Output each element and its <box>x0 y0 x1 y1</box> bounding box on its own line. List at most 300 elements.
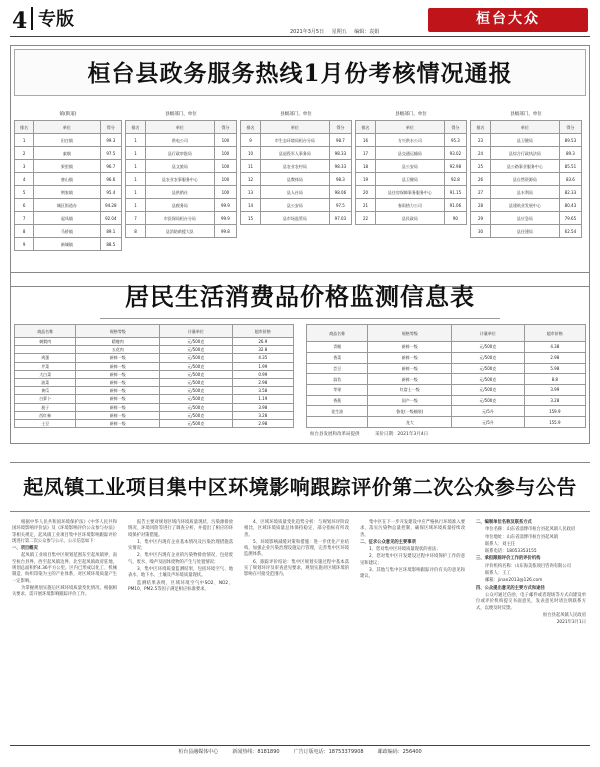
table-cell: 97.03 <box>329 212 351 225</box>
table-caption: 县级部门、单位 <box>395 112 427 117</box>
footer-item: 广告订版电话：18753379908 <box>293 749 364 755</box>
table-cell: 苹果 <box>307 385 368 396</box>
article-notice-title: 起凤镇工业项目集中区环境影响跟踪评价第二次公众参与公告 <box>23 475 577 499</box>
article-hotline-title: 桓台县政务服务热线1月份考核情况通报 <box>87 60 513 87</box>
table-cell: 县农业农事服务中心 <box>145 173 214 186</box>
table-cell: 2.98 <box>232 378 293 386</box>
table-cell: 3 <box>15 160 34 173</box>
table-row <box>15 199 122 212</box>
table-cell: 88.5 <box>100 238 121 251</box>
price-table <box>306 324 586 428</box>
notice-subheading: 二、征求公众意见的主要事项 <box>360 539 416 545</box>
table-cell: 元/500克 <box>160 395 233 403</box>
table-cell: 25 <box>471 160 491 173</box>
notice-column-1 <box>12 520 117 600</box>
table-header-cell: 规格等级 <box>368 325 452 342</box>
notice-subheading: 二、编制单位名称及联系方式 <box>476 520 532 525</box>
table-cell: 1.19 <box>232 395 293 403</box>
table-cell: 2 <box>15 147 34 160</box>
table-cell: 92.04 <box>100 212 121 225</box>
table-cell: 5 <box>15 186 34 199</box>
table-cell: 马桥镇 <box>34 225 100 238</box>
table-cell: 西红柿 <box>15 411 76 419</box>
table-cell: 芹菜 <box>15 362 76 370</box>
table-cell: 油菜 <box>15 378 76 386</box>
table-cell: 18 <box>356 160 376 173</box>
notice-paragraph: 2、集中区内现有企业的污染物排放情况，包括废气、废水、噪声及固体废物的产生与处置情况； <box>128 553 233 565</box>
table-cell: 8.8 <box>524 374 585 385</box>
table-cell: 1.99 <box>232 362 293 370</box>
table-cell: 元/500克 <box>452 395 525 406</box>
table-cell: 82.33 <box>559 186 581 199</box>
table-cell: 蒜苔 <box>307 374 368 385</box>
table-cell: 元/500克 <box>160 370 233 378</box>
table-cell: 新鲜一级 <box>76 411 160 419</box>
table-row <box>241 186 352 199</box>
table-row <box>307 395 586 406</box>
table-cell: 5.98 <box>524 363 585 374</box>
table-cell: 93.02 <box>444 147 466 160</box>
table-caption: 县级部门、单位 <box>280 112 312 117</box>
table-cell: 91.06 <box>444 199 466 212</box>
price-tables <box>14 324 586 428</box>
table-cell: 3.58 <box>232 387 293 395</box>
table-cell: 新鲜一级 <box>368 363 452 374</box>
table-cell: 芸豆 <box>307 363 368 374</box>
footer-item: 邮政编码：256400 <box>377 749 422 755</box>
table-row <box>15 378 294 386</box>
table-cell: 1 <box>126 134 146 147</box>
page-number-divider <box>31 7 33 30</box>
table-header-cell: 得分 <box>329 121 351 134</box>
table-cell: 国产一级 <box>368 395 452 406</box>
header-rule <box>10 36 590 37</box>
table-row <box>15 346 294 354</box>
table-cell: 100 <box>214 173 236 186</box>
table-cell: 县住建局 <box>490 225 559 238</box>
table-row <box>15 160 122 173</box>
editor: 编辑：袁娟 <box>354 29 380 35</box>
table-cell: 市医保局桓台分局 <box>145 212 214 225</box>
table-row <box>356 147 467 160</box>
table-cell: 县自然资源局 <box>490 173 559 186</box>
table-cell: 17 <box>356 147 376 160</box>
table-row <box>356 173 467 186</box>
table-cell: 田庄镇 <box>34 134 100 147</box>
notice-paragraph: 根据中华人民共和国环境保护法》《中华人民共和国环境影响评价法》及《环境影响评价公众参与办法》等相关规定，起凤镇工业项目集中区环境影响跟踪评价现进行第二次公众参与公示，公示信息如下： <box>12 520 117 544</box>
price-source <box>310 432 442 438</box>
table-row <box>356 186 467 199</box>
table-cell: 89.53 <box>559 134 581 147</box>
notice-subheading: 三、承担跟踪评价工作的评价机构 <box>476 556 541 562</box>
table-cell: 县卫健局 <box>490 134 559 147</box>
table-row <box>356 199 467 212</box>
table-cell: 索镇 <box>34 147 100 160</box>
notice-paragraph: 联系人：王工 <box>485 571 511 577</box>
table-cell: 3.28 <box>524 395 585 406</box>
table-cell: 新城镇 <box>34 238 100 251</box>
table-cell: 21 <box>356 199 376 212</box>
table-cell: 89.3 <box>559 147 581 160</box>
table-header-cell: 超市价格 <box>232 325 293 338</box>
table-cell: 县应急局 <box>490 212 559 225</box>
table-row <box>241 147 352 160</box>
footer-item: 桓台县融媒体中心 <box>178 749 219 755</box>
hotline-table <box>125 120 237 238</box>
table-cell: 15 <box>241 212 261 225</box>
table-row <box>307 363 586 374</box>
table-caption: 镇(街道) <box>59 112 77 117</box>
table-cell: 99.9 <box>214 212 236 225</box>
table-cell: 新鲜一级 <box>76 378 160 386</box>
table-cell: 62.54 <box>559 225 581 238</box>
table-cell: 新鲜一级 <box>76 419 160 427</box>
hotline-table <box>240 120 352 225</box>
table-cell: 100 <box>214 186 236 199</box>
table-cell: 29 <box>471 212 491 225</box>
table-cell: 元/5升 <box>452 417 525 428</box>
table-cell: 83.6 <box>559 173 581 186</box>
table-cell: 94.28 <box>100 199 121 212</box>
table-cell: 1 <box>15 134 34 147</box>
table-row <box>15 419 294 427</box>
table-header-cell: 排名 <box>356 121 376 134</box>
table-cell: 供电公司 <box>145 134 214 147</box>
table-cell: 1 <box>126 199 146 212</box>
table-header-cell: 计量单位 <box>452 325 525 342</box>
table-header-row <box>126 121 237 134</box>
table-row <box>15 395 294 403</box>
table-cell: 元/500克 <box>160 338 233 346</box>
hotline-table-block <box>14 112 122 251</box>
hotline-table-block <box>470 112 582 251</box>
table-cell: 92.98 <box>444 160 466 173</box>
table-header-cell: 得分 <box>100 121 121 134</box>
table-header-cell: 得分 <box>214 121 236 134</box>
table-row <box>471 186 582 199</box>
table-cell: 元/500克 <box>452 352 525 363</box>
notice-paragraph: 1、集中区内现有企业基本情况及污染治理措施落实情况； <box>128 539 233 552</box>
table-cell: 85.51 <box>559 160 581 173</box>
table-row <box>15 354 294 362</box>
table-cell: 元/500克 <box>160 346 233 354</box>
notice-paragraph: 邮箱：jinan2013@126.com <box>485 578 543 584</box>
table-cell: 元/500克 <box>160 387 233 395</box>
table-header-row <box>241 121 352 134</box>
notice-column-5 <box>476 520 586 627</box>
hotline-table <box>355 120 467 225</box>
table-cell: 99.3 <box>100 134 121 147</box>
table-cell: 98.33 <box>329 160 351 173</box>
table-cell: 20 <box>356 186 376 199</box>
table-row <box>15 238 122 251</box>
table-row <box>471 212 582 225</box>
table-cell: 89.1 <box>100 225 121 238</box>
table-header-cell: 排名 <box>126 121 146 134</box>
table-row <box>15 134 122 147</box>
table-cell: 元/5升 <box>452 406 525 417</box>
table-row <box>126 160 237 173</box>
footer-item: 新闻热线：8181890 <box>232 749 280 755</box>
table-row <box>241 134 352 147</box>
table-cell: 县教体局 <box>260 173 329 186</box>
notice-paragraph: 4、区域环境质量变化趋势分析：与规划环评阶段相比，区域环境质量总体保持稳定，部分指标有所改善。 <box>244 520 349 538</box>
table-cell: 新鲜一级 <box>76 395 160 403</box>
table-cell: 22 <box>356 212 376 225</box>
table-header-cell: 单位 <box>145 121 214 134</box>
table-cell: 27 <box>471 186 491 199</box>
table-cell: 元/500克 <box>452 363 525 374</box>
table-row <box>241 212 352 225</box>
table-row <box>126 199 237 212</box>
table-cell: 龙大 <box>368 417 452 428</box>
table-cell: 青椒 <box>307 342 368 353</box>
table-cell: 红富士一级 <box>368 385 452 396</box>
table-cell: 县供销社 <box>145 186 214 199</box>
table-cell: 9 <box>241 134 261 147</box>
table-cell: 99.8 <box>214 225 236 238</box>
article-prices-title: 居民生活消费品价格监测信息表 <box>125 282 475 311</box>
table-row <box>471 160 582 173</box>
table-cell: 7 <box>15 212 34 225</box>
table-cell: 32.8 <box>232 346 293 354</box>
table-cell: 城区街道办 <box>34 199 100 212</box>
table-cell: 县公安局 <box>375 160 444 173</box>
page-number: 4 <box>12 8 28 34</box>
table-header-row <box>15 121 122 134</box>
notice-paragraph: 联系人：刘主任 <box>485 541 516 547</box>
table-header-cell: 单位 <box>375 121 444 134</box>
notice-subheading: 一、项目概况 <box>12 546 38 552</box>
table-row <box>15 225 122 238</box>
table-header-cell: 超市价格 <box>524 325 585 342</box>
newspaper-logo <box>428 8 588 32</box>
table-header-row <box>15 325 294 338</box>
table-cell: 元/500克 <box>160 411 233 419</box>
table-cell: 91.15 <box>444 186 466 199</box>
hotline-tables <box>14 112 586 251</box>
notice-paragraph: 3、其他与集中区环境影响跟踪评价有关的意见和建议。 <box>360 568 465 580</box>
table-cell: 县建筑业发展中心 <box>490 199 559 212</box>
table-cell: 98.33 <box>329 147 351 160</box>
table-cell: 1 <box>126 173 146 186</box>
table-cell: 新鲜一级 <box>368 374 452 385</box>
table-row <box>15 338 294 346</box>
notice-paragraph: 2、您对集中区开发建设过程中环境保护工作的意见和建议； <box>360 554 465 566</box>
notice-paragraph: 联系电话：18053353155 <box>485 549 537 555</box>
table-cell: 97.5 <box>100 147 121 160</box>
table-cell: 县公路事业服务中心 <box>490 160 559 173</box>
table-row <box>126 186 237 199</box>
table-cell: 县消防救援大队 <box>145 225 214 238</box>
section-title: 专版 <box>38 9 74 30</box>
table-cell: 元/500克 <box>160 354 233 362</box>
table-cell: 元/500克 <box>160 419 233 427</box>
table-cell: 9 <box>15 238 34 251</box>
table-row <box>126 173 237 186</box>
table-row <box>15 370 294 378</box>
table-cell: 100 <box>214 134 236 147</box>
table-header-cell: 商品名称 <box>307 325 368 342</box>
notice-paragraph: 单位地址：山东省淄博市桓台县起凤镇 <box>485 534 559 540</box>
page-footer <box>10 749 590 755</box>
table-cell: 28 <box>471 199 491 212</box>
table-row <box>307 417 586 428</box>
table-header-cell: 排名 <box>471 121 491 134</box>
table-cell: 县文旅局 <box>145 160 214 173</box>
table-cell: 95.3 <box>444 134 466 147</box>
table-header-cell: 单位 <box>34 121 100 134</box>
hotline-table-block <box>240 112 352 251</box>
table-caption: 县级部门、单位 <box>165 112 197 117</box>
table-cell: 五花肉 <box>76 346 160 354</box>
table-row <box>356 160 467 173</box>
table-cell: 新鲜一级 <box>76 403 160 411</box>
table-row <box>356 134 467 147</box>
notice-paragraph: 6、跟踪评价结论：集中区规划实施过程中基本落实了规划环评及审查意见要求，规划实施对区域环境的影响在可接受范围内。 <box>244 559 349 578</box>
table-row <box>15 411 294 419</box>
table-cell: 县税务局 <box>145 199 214 212</box>
issue-date: 2021年3月5日 <box>290 29 325 35</box>
table-cell <box>307 417 368 428</box>
table-cell: 96.6 <box>100 173 121 186</box>
table-header-row <box>471 121 582 134</box>
table-cell: 13 <box>241 186 261 199</box>
notice-paragraph: 桓台县起凤镇人民政府 <box>543 612 586 618</box>
table-row <box>307 352 586 363</box>
table-cell: 2.98 <box>232 419 293 427</box>
price-source-org: 桓台县发展和改革局提供 <box>310 432 360 437</box>
logo-text: 桓台大众 <box>476 11 540 28</box>
table-cell: 香菜 <box>307 352 368 363</box>
notice-column-4 <box>360 520 465 582</box>
table-cell: 荆家镇 <box>34 186 100 199</box>
table-cell: 100 <box>214 147 236 160</box>
table-row <box>471 147 582 160</box>
table-cell: 10 <box>241 147 261 160</box>
table-cell: 26 <box>471 173 491 186</box>
table-cell: 县民政局 <box>375 212 444 225</box>
table-cell: 7 <box>126 212 146 225</box>
table-cell: 县人社局 <box>260 186 329 199</box>
table-header-row <box>307 325 586 342</box>
table-header-cell: 得分 <box>559 121 581 134</box>
table-cell: 县综合行政执法局 <box>490 147 559 160</box>
notice-paragraph: 单位名称：山东省淄博市桓台县起凤镇人民政府 <box>485 527 576 533</box>
table-cell: 白萝卜 <box>15 395 76 403</box>
table-cell: 黄瓜 <box>15 387 76 395</box>
table-cell: 鲁花(一级桶装) <box>368 406 452 417</box>
hotline-table-block <box>125 112 237 251</box>
table-cell: 0.99 <box>232 370 293 378</box>
table-row <box>15 403 294 411</box>
table-row <box>126 147 237 160</box>
hotline-table <box>470 120 582 238</box>
table-cell: 茄子 <box>15 403 76 411</box>
table-cell: 11 <box>241 160 261 173</box>
table-cell: 元/500克 <box>452 385 525 396</box>
notice-paragraph: 报告主要对规划区域内环境质量现状、污染源排放情况、环境风险等进行了调查分析，并提出了相应的环境保护对策措施。 <box>128 520 233 538</box>
table-cell: 90 <box>444 212 466 225</box>
table-cell: 12 <box>241 173 261 186</box>
table-cell: 16 <box>356 134 376 147</box>
table-cell: 新鲜一级 <box>368 342 452 353</box>
notice-paragraph: 评价机构名称：山东海美侬项目咨询有限公司 <box>485 563 571 569</box>
notice-paragraph: 1、您对集中区环境质量现状的看法； <box>369 547 441 553</box>
table-cell: 97.5 <box>329 199 351 212</box>
table-cell: 4.35 <box>232 354 293 362</box>
table-row <box>15 186 122 199</box>
table-cell: 元/500克 <box>160 403 233 411</box>
table-cell: 8 <box>126 225 146 238</box>
table-row <box>241 199 352 212</box>
notice-paragraph: 集中区在下一步开发建设中应严格执行环境准入要求，落实污染物总量控制，确保区域环境质量持续改善。 <box>360 520 465 538</box>
table-cell: 起凤镇 <box>34 212 100 225</box>
table-cell: 98.7 <box>329 134 351 147</box>
weekday: 星期五 <box>331 29 347 35</box>
table-cell: 元/500克 <box>452 374 525 385</box>
table-cell: 80.43 <box>559 199 581 212</box>
table-row <box>241 160 352 173</box>
table-row <box>126 134 237 147</box>
table-cell: 95.4 <box>100 186 121 199</box>
table-cell: 159.9 <box>524 406 585 417</box>
table-cell: 100 <box>214 160 236 173</box>
notice-paragraph: 3、集中区环境质量监测结果，包括环境空气、地表水、地下水、土壤及声环境质量现状。 <box>128 567 233 579</box>
notice-column-2 <box>128 520 233 594</box>
table-cell: 4 <box>15 173 34 186</box>
table-cell: 1 <box>126 186 146 199</box>
table-cell: 县卫健局 <box>375 173 444 186</box>
header-info <box>290 29 385 35</box>
table-cell: 新鲜一级 <box>76 354 160 362</box>
notice-paragraph: 公众可通过信函、电子邮件或者现场等方式向建设单位或评价机构提交书面意见，发表意见时请注明联系方式，以便及时反馈。 <box>476 592 586 611</box>
table-cell: 鸡蛋 <box>15 354 76 362</box>
notice-paragraph: 5、环境影响减缓对策和措施：进一步优化产业结构，加强企业污染治理设施运行管理，完善集中区环境监测体系。 <box>244 539 349 558</box>
table-cell: 新鲜一级 <box>76 362 160 370</box>
table-cell: 春雨热力公司 <box>375 199 444 212</box>
table-cell: 26.9 <box>232 338 293 346</box>
table-header-cell: 单位 <box>260 121 329 134</box>
title-rule <box>100 318 500 319</box>
notice-paragraph: 起凤镇工业项目集中区规划范围东至起凤镇界，南至桓台县界，西至起凤镇边界，北至起凤镇政府驻地，规划总面积约4.36平方公里。区内已形成以化工、机械制造、纺织印染为主的产业体系，对区域环境质量产生一定影响。 <box>12 553 117 584</box>
table-cell: 23 <box>471 134 491 147</box>
table-cell: 花生油 <box>307 406 368 417</box>
table-cell: 县交通运输局 <box>375 147 444 160</box>
table-cell: 24 <box>471 147 491 160</box>
table-cell: 4.38 <box>524 342 585 353</box>
table-header-cell: 排名 <box>15 121 34 134</box>
table-cell: 19 <box>356 173 376 186</box>
table-cell: 精瘦肉 <box>76 338 160 346</box>
notice-subheading: 四、公众提出意见的主要方式和途径 <box>476 585 545 591</box>
hotline-table <box>14 120 122 251</box>
notice-paragraph: 为掌握规划实施后区域环境质量变化情况，根据相关要求，需开展环境影响跟踪评价工作。 <box>12 585 117 598</box>
table-row <box>307 342 586 353</box>
table-cell: 98.3 <box>329 173 351 186</box>
table-header-cell: 规格等级 <box>76 325 160 338</box>
table-cell: 大白菜 <box>15 370 76 378</box>
table-cell: 8 <box>15 225 34 238</box>
price-table <box>14 324 294 428</box>
table-cell: 县退役军人事务局 <box>260 147 329 160</box>
table-cell: 96.7 <box>100 160 121 173</box>
table-cell: 县市场监管局 <box>260 212 329 225</box>
table-row <box>471 173 582 186</box>
table-row <box>307 374 586 385</box>
table-cell: 县公安局 <box>260 199 329 212</box>
table-row <box>241 173 352 186</box>
